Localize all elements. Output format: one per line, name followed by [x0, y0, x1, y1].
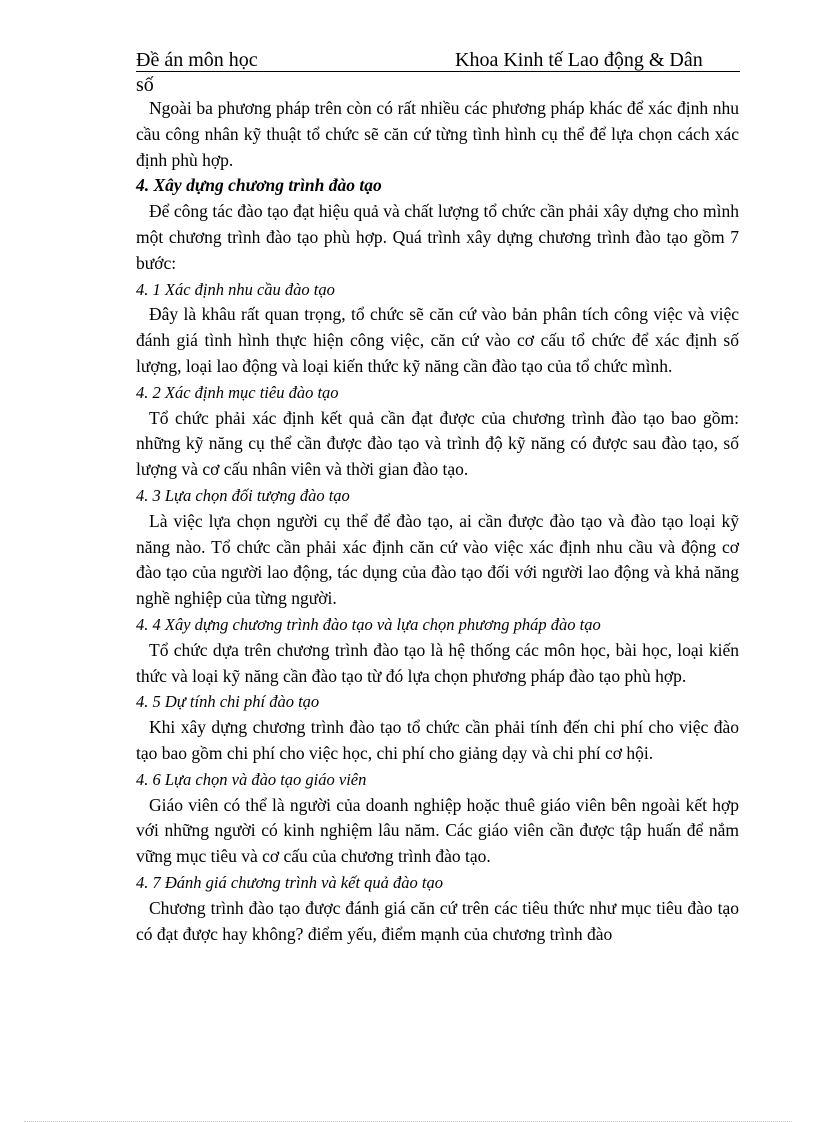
- page-bottom-dotted-rule: [24, 1121, 792, 1122]
- header-course-title: Đề án môn học: [136, 49, 258, 71]
- paragraph-4-7: Chương trình đào tạo được đánh giá căn cứ trên các tiêu thức như mục tiêu đào tạo có đạt được hay không? điểm yếu, điểm mạnh của chương trình đào: [136, 897, 739, 944]
- subheading-4-1: 4. 1 Xác định nhu cầu đào tạo: [136, 279, 335, 299]
- subheading-4-2: 4. 2 Xác định mục tiêu đào tạo: [136, 382, 339, 402]
- header-faculty-continuation: số: [136, 74, 154, 96]
- paragraph-4-6: Giáo viên có thể là người của doanh nghiệp hoặc thuê giáo viên bên ngoài kết hợp với những người có kinh nghiệm lâu năm. Các giáo viên cần được tập huấn để nắm vững mục tiêu và cơ cấu của chương trình đào tạo.: [136, 794, 739, 867]
- paragraph-4-4: Tổ chức dựa trên chương trình đào tạo là hệ thống các môn học, bài học, loại kiến thức và loại kỹ năng cần đào tạo từ đó lựa chọn phương pháp đào tạo phù hợp.: [136, 639, 739, 686]
- header-faculty-name: Khoa Kinh tế Lao động & Dân: [455, 49, 703, 71]
- subheading-4-6: 4. 6 Lựa chọn và đào tạo giáo viên: [136, 769, 367, 789]
- subheading-4-3: 4. 3 Lựa chọn đối tượng đào tạo: [136, 485, 350, 505]
- paragraph-4-1: Đây là khâu rất quan trọng, tổ chức sẽ căn cứ vào bản phân tích công việc và việc đánh giá tình hình thực hiện công việc, căn cứ vào cơ cấu tổ chức để xác định số lượng, loại lao động và loại kiến thức kỹ năng cần đào tạo của tổ chức mình.: [136, 304, 739, 376]
- paragraph-4-3: Là việc lựa chọn người cụ thể để đào tạo, ai cần được đào tạo và đào tạo loại kỹ năng nào. Tổ chức cần phải xác định căn cứ vào việc xác định nhu cầu và động cơ đào tạo của người lao động, tác dụng của đào tạo đối với người lao động và khả năng nghề nghiệp của từng người.: [136, 510, 739, 609]
- paragraph-4-5: Khi xây dựng chương trình đào tạo tổ chức cần phải tính đến chi phí cho việc đào tạo bao gồm chi phí cho việc học, chi phí cho giảng dạy và chi phí cơ hội.: [136, 717, 739, 763]
- header-underline: [136, 71, 740, 72]
- subheading-4-4: 4. 4 Xây dựng chương trình đào tạo và lựa chọn phương pháp đào tạo: [136, 614, 601, 634]
- paragraph-section-4: Để công tác đào tạo đạt hiệu quả và chất lượng tổ chức cần phải xây dựng cho mình một chương trình đào tạo phù hợp. Quá trình xây dựng chương trình đào tạo gồm 7 bước:: [136, 201, 739, 273]
- page-header: [136, 46, 740, 74]
- paragraph-4-2: Tổ chức phải xác định kết quả cần đạt được của chương trình đào tạo bao gồm: những kỹ năng cụ thể cần được đào tạo và trình độ kỹ năng có được sau đào tạo, số lượng và cơ cấu nhân viên và thời gian đào tạo.: [136, 407, 739, 480]
- paragraph-intro: Ngoài ba phương pháp trên còn có rất nhiều các phương pháp khác để xác định nhu cầu công nhân kỹ thuật tổ chức sẽ căn cứ từng tình hình cụ thể để lựa chọn cách xác định phù hợp.: [136, 98, 739, 170]
- subheading-4-7: 4. 7 Đánh giá chương trình và kết quả đào tạo: [136, 872, 443, 892]
- section-heading-4: 4. Xây dựng chương trình đào tạo: [136, 175, 382, 196]
- document-body: [136, 96, 739, 947]
- subheading-4-5: 4. 5 Dự tính chi phí đào tạo: [136, 692, 320, 712]
